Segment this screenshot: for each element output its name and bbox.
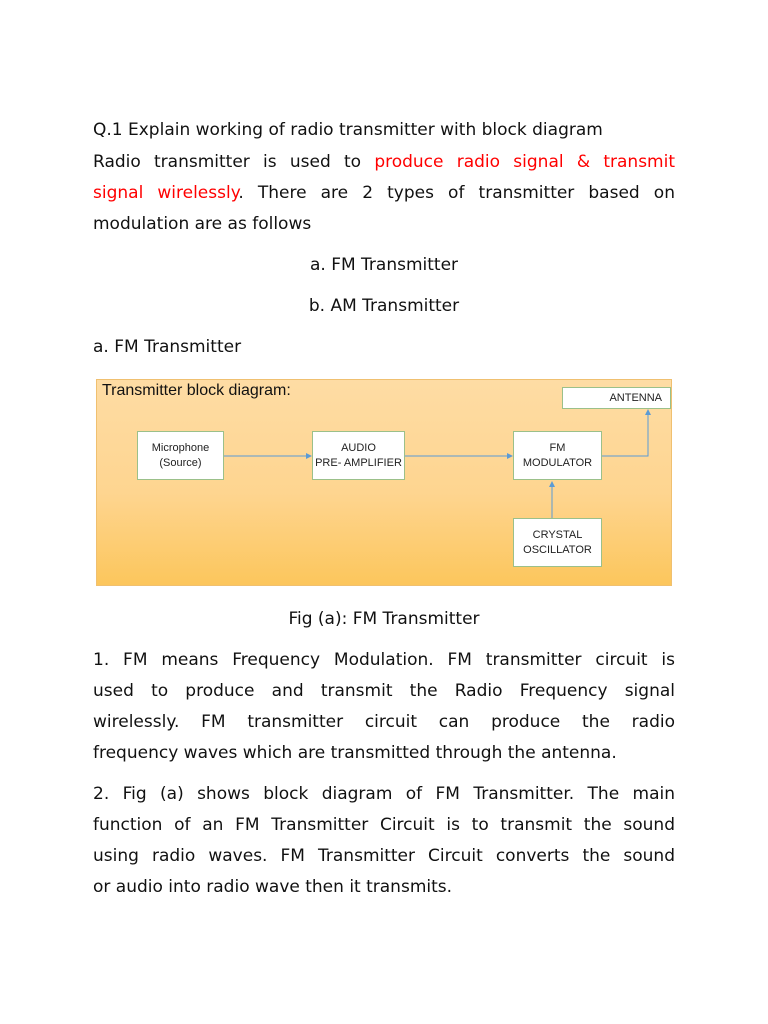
- block-label: OSCILLATOR: [523, 543, 592, 556]
- antenna-block: [562, 387, 671, 409]
- intro-text: . There are 2 types of transmitter based on: [238, 183, 675, 203]
- audio-preamp-block: [312, 431, 405, 480]
- block-label: FM: [549, 441, 566, 454]
- block-label: CRYSTAL: [532, 528, 583, 541]
- block-label: PRE- AMPLIFIER: [315, 456, 402, 469]
- intro-highlight: signal wirelessly: [93, 183, 239, 203]
- paragraph-1-line: used to produce and transmit the Radio Frequency signal: [93, 681, 675, 701]
- intro-highlight: produce radio signal & transmit: [374, 152, 675, 172]
- question-heading: Q.1 Explain working of radio transmitter with block diagram: [93, 120, 603, 140]
- paragraph-1-line: frequency waves which are transmitted through the antenna.: [93, 743, 617, 763]
- section-heading: a. FM Transmitter: [93, 337, 242, 357]
- block-label: (Source): [159, 456, 202, 469]
- type-item-fm: a. FM Transmitter: [309, 255, 459, 275]
- paragraph-2-line: function of an FM Transmitter Circuit is to transmit the sound: [93, 815, 675, 835]
- paragraph-1-line: wirelessly. FM transmitter circuit can produce the radio: [93, 712, 675, 732]
- crystal-oscillator-block: [513, 518, 602, 567]
- block-label: MODULATOR: [522, 456, 593, 469]
- type-item-am: b. AM Transmitter: [308, 296, 460, 316]
- intro-line-1: [93, 151, 675, 173]
- block-diagram: [96, 379, 672, 586]
- figure-title: Transmitter block diagram:: [102, 382, 291, 399]
- fm-modulator-block: [513, 431, 602, 480]
- arrow-modulator-to-antenna: [602, 410, 648, 456]
- paragraph-2-line: using radio waves. FM Transmitter Circuit converts the sound: [93, 846, 675, 866]
- paragraph-2-line: 2. Fig (a) shows block diagram of FM Transmitter. The main: [93, 784, 675, 804]
- paragraph-2-line: or audio into radio wave then it transmits.: [93, 877, 453, 897]
- block-label: Microphone: [151, 441, 210, 454]
- block-label: AUDIO: [341, 441, 376, 454]
- intro-line-2: [93, 182, 675, 204]
- intro-line-3: modulation are as follows: [93, 214, 312, 234]
- figure-caption: Fig (a): FM Transmitter: [288, 609, 480, 629]
- intro-text: Radio transmitter is used to: [93, 152, 375, 172]
- paragraph-1-line: 1. FM means Frequency Modulation. FM transmitter circuit is: [93, 650, 675, 670]
- microphone-block: [137, 431, 224, 480]
- block-label: ANTENNA: [609, 391, 662, 404]
